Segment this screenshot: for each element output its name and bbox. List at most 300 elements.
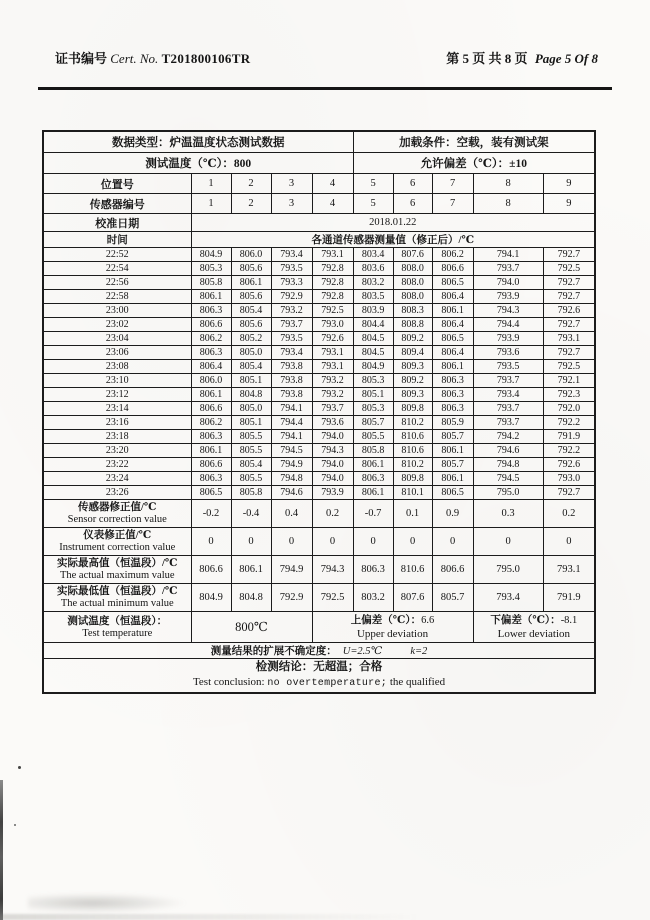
reading-cell: 808.0 <box>393 290 432 304</box>
reading-row <box>43 262 595 276</box>
value-cell: 0.4 <box>271 500 312 528</box>
reading-cell: 805.7 <box>432 458 473 472</box>
test-temp-deviation-row <box>43 612 595 643</box>
reading-cell: 794.3 <box>312 444 353 458</box>
time-label: 时间 <box>43 232 191 248</box>
reading-cell: 805.9 <box>432 416 473 430</box>
reading-cell: 805.4 <box>231 360 271 374</box>
reading-row <box>43 458 595 472</box>
reading-cell: 810.2 <box>393 416 432 430</box>
reading-cell: 810.6 <box>393 444 432 458</box>
reading-cell: 793.7 <box>271 318 312 332</box>
reading-row <box>43 416 595 430</box>
scan-speck <box>14 824 16 826</box>
reading-cell: 794.1 <box>473 248 543 262</box>
reading-row <box>43 276 595 290</box>
value-cell: 793.4 <box>473 584 543 612</box>
channel-values-header: 各通道传感器测量值（修正后）/℃ <box>191 232 595 248</box>
reading-cell: 804.4 <box>353 318 393 332</box>
reading-cell: 805.8 <box>191 276 231 290</box>
value-cell: 9 <box>543 194 595 214</box>
reading-cell: 806.1 <box>353 486 393 500</box>
reading-cell: 794.0 <box>473 276 543 290</box>
page-header <box>55 48 598 67</box>
value-cell: 0.2 <box>312 500 353 528</box>
reading-cell: 793.7 <box>312 402 353 416</box>
lower-deviation-zh: 下偏差（℃）：-8.1 <box>490 614 578 626</box>
reading-cell: 806.2 <box>191 332 231 346</box>
reading-cell: 794.2 <box>473 430 543 444</box>
value-cell: 4 <box>312 194 353 214</box>
uncertainty-row <box>43 643 595 659</box>
reading-cell: 804.5 <box>353 332 393 346</box>
readings-body <box>43 248 595 500</box>
reading-cell: 793.9 <box>312 486 353 500</box>
reading-cell: 808.8 <box>393 318 432 332</box>
scan-smudge <box>28 893 188 913</box>
reading-cell: 804.9 <box>191 248 231 262</box>
reading-cell: 806.5 <box>432 486 473 500</box>
value-cell: 0 <box>231 528 271 556</box>
reading-cell: 806.4 <box>432 290 473 304</box>
reading-cell: 793.4 <box>271 346 312 360</box>
reading-cell: 794.0 <box>312 430 353 444</box>
reading-cell: 806.1 <box>432 360 473 374</box>
reading-cell: 805.1 <box>231 374 271 388</box>
actual-minimum-label-zh: 实际最低值（恒温段）/℃ <box>57 586 178 597</box>
reading-cell: 805.7 <box>432 430 473 444</box>
reading-cell: 792.5 <box>312 304 353 318</box>
reading-cell: 793.6 <box>473 346 543 360</box>
conclusion-zh: 检测结论：无超温；合格 <box>255 661 383 674</box>
reading-cell: 793.7 <box>473 416 543 430</box>
scan-bottom-shade <box>0 914 420 920</box>
reading-cell: 792.7 <box>543 290 595 304</box>
position-label: 位置号 <box>43 174 191 194</box>
reading-cell: 803.2 <box>353 276 393 290</box>
value-cell: 6 <box>393 174 432 194</box>
value-cell: 804.9 <box>191 584 231 612</box>
time-cell: 23:16 <box>43 416 191 430</box>
value-cell: -0.4 <box>231 500 271 528</box>
reading-cell: 805.2 <box>231 332 271 346</box>
reading-row <box>43 304 595 318</box>
reading-cell: 806.3 <box>191 346 231 360</box>
reading-cell: 793.0 <box>543 472 595 486</box>
time-cell: 23:24 <box>43 472 191 486</box>
uncertainty-u-value: U=2.5℃ <box>342 646 383 657</box>
reading-cell: 794.9 <box>271 458 312 472</box>
value-cell: 5 <box>353 194 393 214</box>
reading-cell: 794.1 <box>271 430 312 444</box>
position-row <box>43 174 595 194</box>
sensor-correction-label <box>43 500 191 528</box>
test-temp-label <box>43 612 191 643</box>
reading-cell: 792.1 <box>543 374 595 388</box>
value-cell: 806.1 <box>231 556 271 584</box>
value-cell: 0 <box>432 528 473 556</box>
reading-cell: 806.0 <box>191 374 231 388</box>
reading-cell: 794.1 <box>271 402 312 416</box>
sensor-correction-label-en: Sensor correction value <box>67 514 167 525</box>
reading-cell: 793.7 <box>473 374 543 388</box>
reading-cell: 806.6 <box>191 402 231 416</box>
time-cell: 23:06 <box>43 346 191 360</box>
reading-cell: 808.0 <box>393 262 432 276</box>
reading-cell: 809.3 <box>393 360 432 374</box>
reading-cell: 806.1 <box>432 304 473 318</box>
scan-edge-streak <box>0 780 3 920</box>
value-cell: 7 <box>432 194 473 214</box>
reading-cell: 809.8 <box>393 402 432 416</box>
value-cell: 1 <box>191 194 231 214</box>
reading-cell: 803.9 <box>353 304 393 318</box>
scan-speck <box>18 766 21 769</box>
reading-cell: 793.0 <box>312 318 353 332</box>
reading-cell: 793.8 <box>271 374 312 388</box>
load-condition-cell: 加载条件：空载，装有测试架 <box>353 131 595 153</box>
reading-cell: 806.4 <box>191 360 231 374</box>
reading-cell: 792.2 <box>543 416 595 430</box>
cert-number: T201800106TR <box>161 51 251 66</box>
reading-row <box>43 374 595 388</box>
reading-cell: 792.2 <box>543 444 595 458</box>
reading-cell: 809.2 <box>393 374 432 388</box>
reading-cell: 806.4 <box>432 346 473 360</box>
calibration-date-label: 校准日期 <box>43 214 191 232</box>
sensor-correction-label-zh: 传感器修正值/℃ <box>78 502 157 513</box>
actual-maximum-row <box>43 556 595 584</box>
actual-minimum-label <box>43 584 191 612</box>
sensor-correction-row <box>43 500 595 528</box>
reading-cell: 806.1 <box>191 444 231 458</box>
value-cell: 3 <box>271 194 312 214</box>
test-data-table <box>42 130 596 694</box>
reading-cell: 794.0 <box>312 458 353 472</box>
reading-cell: 791.9 <box>543 430 595 444</box>
reading-cell: 794.3 <box>473 304 543 318</box>
reading-cell: 805.5 <box>353 430 393 444</box>
time-cell: 22:56 <box>43 276 191 290</box>
reading-cell: 807.6 <box>393 248 432 262</box>
reading-cell: 806.2 <box>432 248 473 262</box>
reading-cell: 804.5 <box>353 346 393 360</box>
time-cell: 23:12 <box>43 388 191 402</box>
instrument-correction-label-zh: 仪表修正值/℃ <box>83 530 152 541</box>
reading-cell: 806.3 <box>191 304 231 318</box>
reading-cell: 806.1 <box>191 388 231 402</box>
reading-cell: 793.1 <box>312 248 353 262</box>
reading-cell: 805.3 <box>191 262 231 276</box>
reading-cell: 809.3 <box>393 388 432 402</box>
reading-cell: 793.8 <box>271 388 312 402</box>
value-cell: 0.2 <box>543 500 595 528</box>
reading-cell: 805.6 <box>231 290 271 304</box>
value-cell: 2 <box>231 194 271 214</box>
instrument-correction-label <box>43 528 191 556</box>
reading-cell: 805.0 <box>231 402 271 416</box>
reading-cell: 806.4 <box>432 318 473 332</box>
reading-row <box>43 444 595 458</box>
reading-cell: 793.5 <box>473 360 543 374</box>
header-rule <box>38 87 612 90</box>
reading-cell: 805.0 <box>231 346 271 360</box>
value-cell: -0.7 <box>353 500 393 528</box>
reading-row <box>43 472 595 486</box>
reading-row <box>43 486 595 500</box>
reading-cell: 793.2 <box>312 388 353 402</box>
time-cell: 23:14 <box>43 402 191 416</box>
reading-cell: 805.1 <box>231 416 271 430</box>
reading-cell: 806.0 <box>231 248 271 262</box>
uncertainty-cell <box>43 643 595 659</box>
upper-deviation-en: Upper deviation <box>356 627 429 640</box>
calibration-date-row <box>43 214 595 232</box>
test-temp-label-zh: 测试温度（恒温段）： <box>67 615 168 627</box>
value-cell: 804.8 <box>231 584 271 612</box>
reading-cell: 793.6 <box>312 416 353 430</box>
actual-minimum-label-en: The actual minimum value <box>60 598 174 609</box>
time-cell: 23:18 <box>43 430 191 444</box>
value-cell: 6 <box>393 194 432 214</box>
value-cell: 0.3 <box>473 500 543 528</box>
reading-cell: 793.7 <box>473 262 543 276</box>
page-number-block <box>446 48 598 67</box>
value-cell: 795.0 <box>473 556 543 584</box>
actual-minimum-row <box>43 584 595 612</box>
reading-cell: 792.8 <box>312 290 353 304</box>
reading-cell: 806.6 <box>191 318 231 332</box>
value-cell: 807.6 <box>393 584 432 612</box>
reading-cell: 793.4 <box>271 248 312 262</box>
lower-deviation-cell <box>473 612 595 643</box>
actual-maximum-label-en: The actual maximum value <box>59 570 175 581</box>
reading-cell: 806.6 <box>432 262 473 276</box>
value-cell: 803.2 <box>353 584 393 612</box>
value-cell: 5 <box>353 174 393 194</box>
reading-cell: 806.1 <box>353 458 393 472</box>
instrument-correction-label-en: Instrument correction value <box>59 542 176 553</box>
value-cell: 794.9 <box>271 556 312 584</box>
reading-cell: 792.7 <box>543 318 595 332</box>
reading-cell: 806.1 <box>432 444 473 458</box>
reading-cell: 792.9 <box>271 290 312 304</box>
reading-cell: 793.2 <box>312 374 353 388</box>
value-cell: 1 <box>191 174 231 194</box>
reading-cell: 805.4 <box>231 458 271 472</box>
reading-cell: 795.0 <box>473 486 543 500</box>
test-temp-label-en: Test temperature <box>82 627 153 639</box>
uncertainty-k-value: k=2 <box>410 646 428 657</box>
reading-cell: 793.7 <box>473 402 543 416</box>
value-cell: 0.1 <box>393 500 432 528</box>
reading-cell: 806.1 <box>231 276 271 290</box>
time-cell: 23:02 <box>43 318 191 332</box>
reading-cell: 809.4 <box>393 346 432 360</box>
reading-cell: 809.2 <box>393 332 432 346</box>
reading-cell: 809.8 <box>393 472 432 486</box>
reading-cell: 806.1 <box>191 290 231 304</box>
time-cell: 22:58 <box>43 290 191 304</box>
reading-cell: 794.4 <box>473 318 543 332</box>
conclusion-row <box>43 659 595 693</box>
reading-cell: 806.5 <box>432 276 473 290</box>
reading-row <box>43 388 595 402</box>
reading-cell: 794.0 <box>312 472 353 486</box>
time-cell: 22:52 <box>43 248 191 262</box>
conclusion-cell <box>43 659 595 693</box>
uncertainty-label: 测量结果的扩展不确定度： <box>210 646 337 657</box>
reading-cell: 792.8 <box>312 276 353 290</box>
value-cell: 9 <box>543 174 595 194</box>
reading-row <box>43 290 595 304</box>
reading-cell: 794.5 <box>271 444 312 458</box>
value-cell: 0 <box>393 528 432 556</box>
reading-cell: 792.6 <box>543 458 595 472</box>
reading-cell: 805.8 <box>231 486 271 500</box>
value-cell: 792.5 <box>312 584 353 612</box>
data-type-cell: 数据类型：炉温温度状态测试数据 <box>43 131 353 153</box>
value-cell: 8 <box>473 194 543 214</box>
test-temp-value: 800℃ <box>191 612 312 643</box>
reading-row <box>43 318 595 332</box>
value-cell: 3 <box>271 174 312 194</box>
value-cell: 0 <box>473 528 543 556</box>
reading-cell: 808.3 <box>393 304 432 318</box>
reading-cell: 793.3 <box>271 276 312 290</box>
reading-cell: 804.8 <box>231 388 271 402</box>
reading-cell: 805.6 <box>231 262 271 276</box>
reading-cell: 805.5 <box>231 472 271 486</box>
reading-cell: 792.6 <box>543 304 595 318</box>
reading-cell: 805.1 <box>353 388 393 402</box>
reading-cell: 803.5 <box>353 290 393 304</box>
allowed-deviation-cell: 允许偏差（℃）：±10 <box>353 153 595 174</box>
reading-cell: 806.3 <box>191 430 231 444</box>
reading-cell: 793.9 <box>473 332 543 346</box>
cert-label-zh: 证书编号 <box>55 51 108 66</box>
reading-row <box>43 430 595 444</box>
value-cell: 791.9 <box>543 584 595 612</box>
value-cell: 806.6 <box>432 556 473 584</box>
reading-row <box>43 346 595 360</box>
value-cell: 806.3 <box>353 556 393 584</box>
test-temperature-cell: 测试温度（℃）：800 <box>43 153 353 174</box>
reading-cell: 810.6 <box>393 430 432 444</box>
reading-cell: 793.5 <box>271 262 312 276</box>
reading-cell: 792.7 <box>543 276 595 290</box>
reading-cell: 793.1 <box>312 360 353 374</box>
reading-cell: 792.5 <box>543 262 595 276</box>
cert-number-block <box>55 48 250 67</box>
value-cell: 806.6 <box>191 556 231 584</box>
reading-cell: 806.3 <box>432 388 473 402</box>
reading-cell: 805.3 <box>353 402 393 416</box>
reading-cell: 805.7 <box>353 416 393 430</box>
value-cell: 2 <box>231 174 271 194</box>
reading-cell: 806.5 <box>191 486 231 500</box>
reading-cell: 805.5 <box>231 444 271 458</box>
time-header-row <box>43 232 595 248</box>
time-cell: 23:20 <box>43 444 191 458</box>
reading-cell: 806.3 <box>432 402 473 416</box>
reading-cell: 805.4 <box>231 304 271 318</box>
reading-row <box>43 248 595 262</box>
reading-cell: 792.6 <box>312 332 353 346</box>
reading-cell: 806.5 <box>432 332 473 346</box>
reading-cell: 793.1 <box>312 346 353 360</box>
reading-cell: 805.5 <box>231 430 271 444</box>
value-cell: 0 <box>312 528 353 556</box>
sensor-number-row <box>43 194 595 214</box>
reading-cell: 806.3 <box>353 472 393 486</box>
reading-cell: 792.0 <box>543 402 595 416</box>
value-cell: 0 <box>271 528 312 556</box>
reading-cell: 792.7 <box>543 486 595 500</box>
reading-cell: 792.5 <box>543 360 595 374</box>
value-cell: 7 <box>432 174 473 194</box>
reading-cell: 806.1 <box>432 472 473 486</box>
actual-maximum-label-zh: 实际最高值（恒温段）/℃ <box>57 558 178 569</box>
reading-cell: 806.3 <box>191 472 231 486</box>
reading-row <box>43 332 595 346</box>
reading-cell: 805.8 <box>353 444 393 458</box>
reading-cell: 810.2 <box>393 458 432 472</box>
time-cell: 22:54 <box>43 262 191 276</box>
instrument-correction-row <box>43 528 595 556</box>
reading-cell: 793.5 <box>271 332 312 346</box>
sensor-number-label: 传感器编号 <box>43 194 191 214</box>
reading-cell: 803.6 <box>353 262 393 276</box>
actual-maximum-label <box>43 556 191 584</box>
calibration-date-value: 2018.01.22 <box>191 214 595 232</box>
reading-cell: 794.4 <box>271 416 312 430</box>
reading-cell: 794.6 <box>271 486 312 500</box>
reading-cell: 793.9 <box>473 290 543 304</box>
value-cell: 805.7 <box>432 584 473 612</box>
conclusion-en: Test conclusion: no overtemperature; the qualified <box>192 676 446 690</box>
lower-deviation-en: Lower deviation <box>497 627 571 640</box>
reading-cell: 793.1 <box>543 332 595 346</box>
time-cell: 23:08 <box>43 360 191 374</box>
value-cell: 0.9 <box>432 500 473 528</box>
time-cell: 23:26 <box>43 486 191 500</box>
value-cell: 4 <box>312 174 353 194</box>
reading-cell: 806.3 <box>432 374 473 388</box>
time-cell: 23:04 <box>43 332 191 346</box>
upper-deviation-cell <box>312 612 473 643</box>
cert-label-en: Cert. No. <box>110 51 159 66</box>
value-cell: -0.2 <box>191 500 231 528</box>
page-count-zh: 第 5 页 共 8 页 <box>446 51 528 66</box>
reading-cell: 806.2 <box>191 416 231 430</box>
info-row-2 <box>43 153 595 174</box>
time-cell: 23:00 <box>43 304 191 318</box>
time-cell: 23:10 <box>43 374 191 388</box>
reading-cell: 808.0 <box>393 276 432 290</box>
reading-cell: 793.2 <box>271 304 312 318</box>
reading-cell: 794.8 <box>473 458 543 472</box>
reading-cell: 794.5 <box>473 472 543 486</box>
value-cell: 810.6 <box>393 556 432 584</box>
reading-cell: 794.8 <box>271 472 312 486</box>
upper-deviation-zh: 上偏差（℃）：6.6 <box>350 614 435 626</box>
time-cell: 23:22 <box>43 458 191 472</box>
reading-cell: 792.8 <box>312 262 353 276</box>
value-cell: 792.9 <box>271 584 312 612</box>
page-count-en: Page 5 Of 8 <box>534 51 598 66</box>
reading-cell: 793.4 <box>473 388 543 402</box>
